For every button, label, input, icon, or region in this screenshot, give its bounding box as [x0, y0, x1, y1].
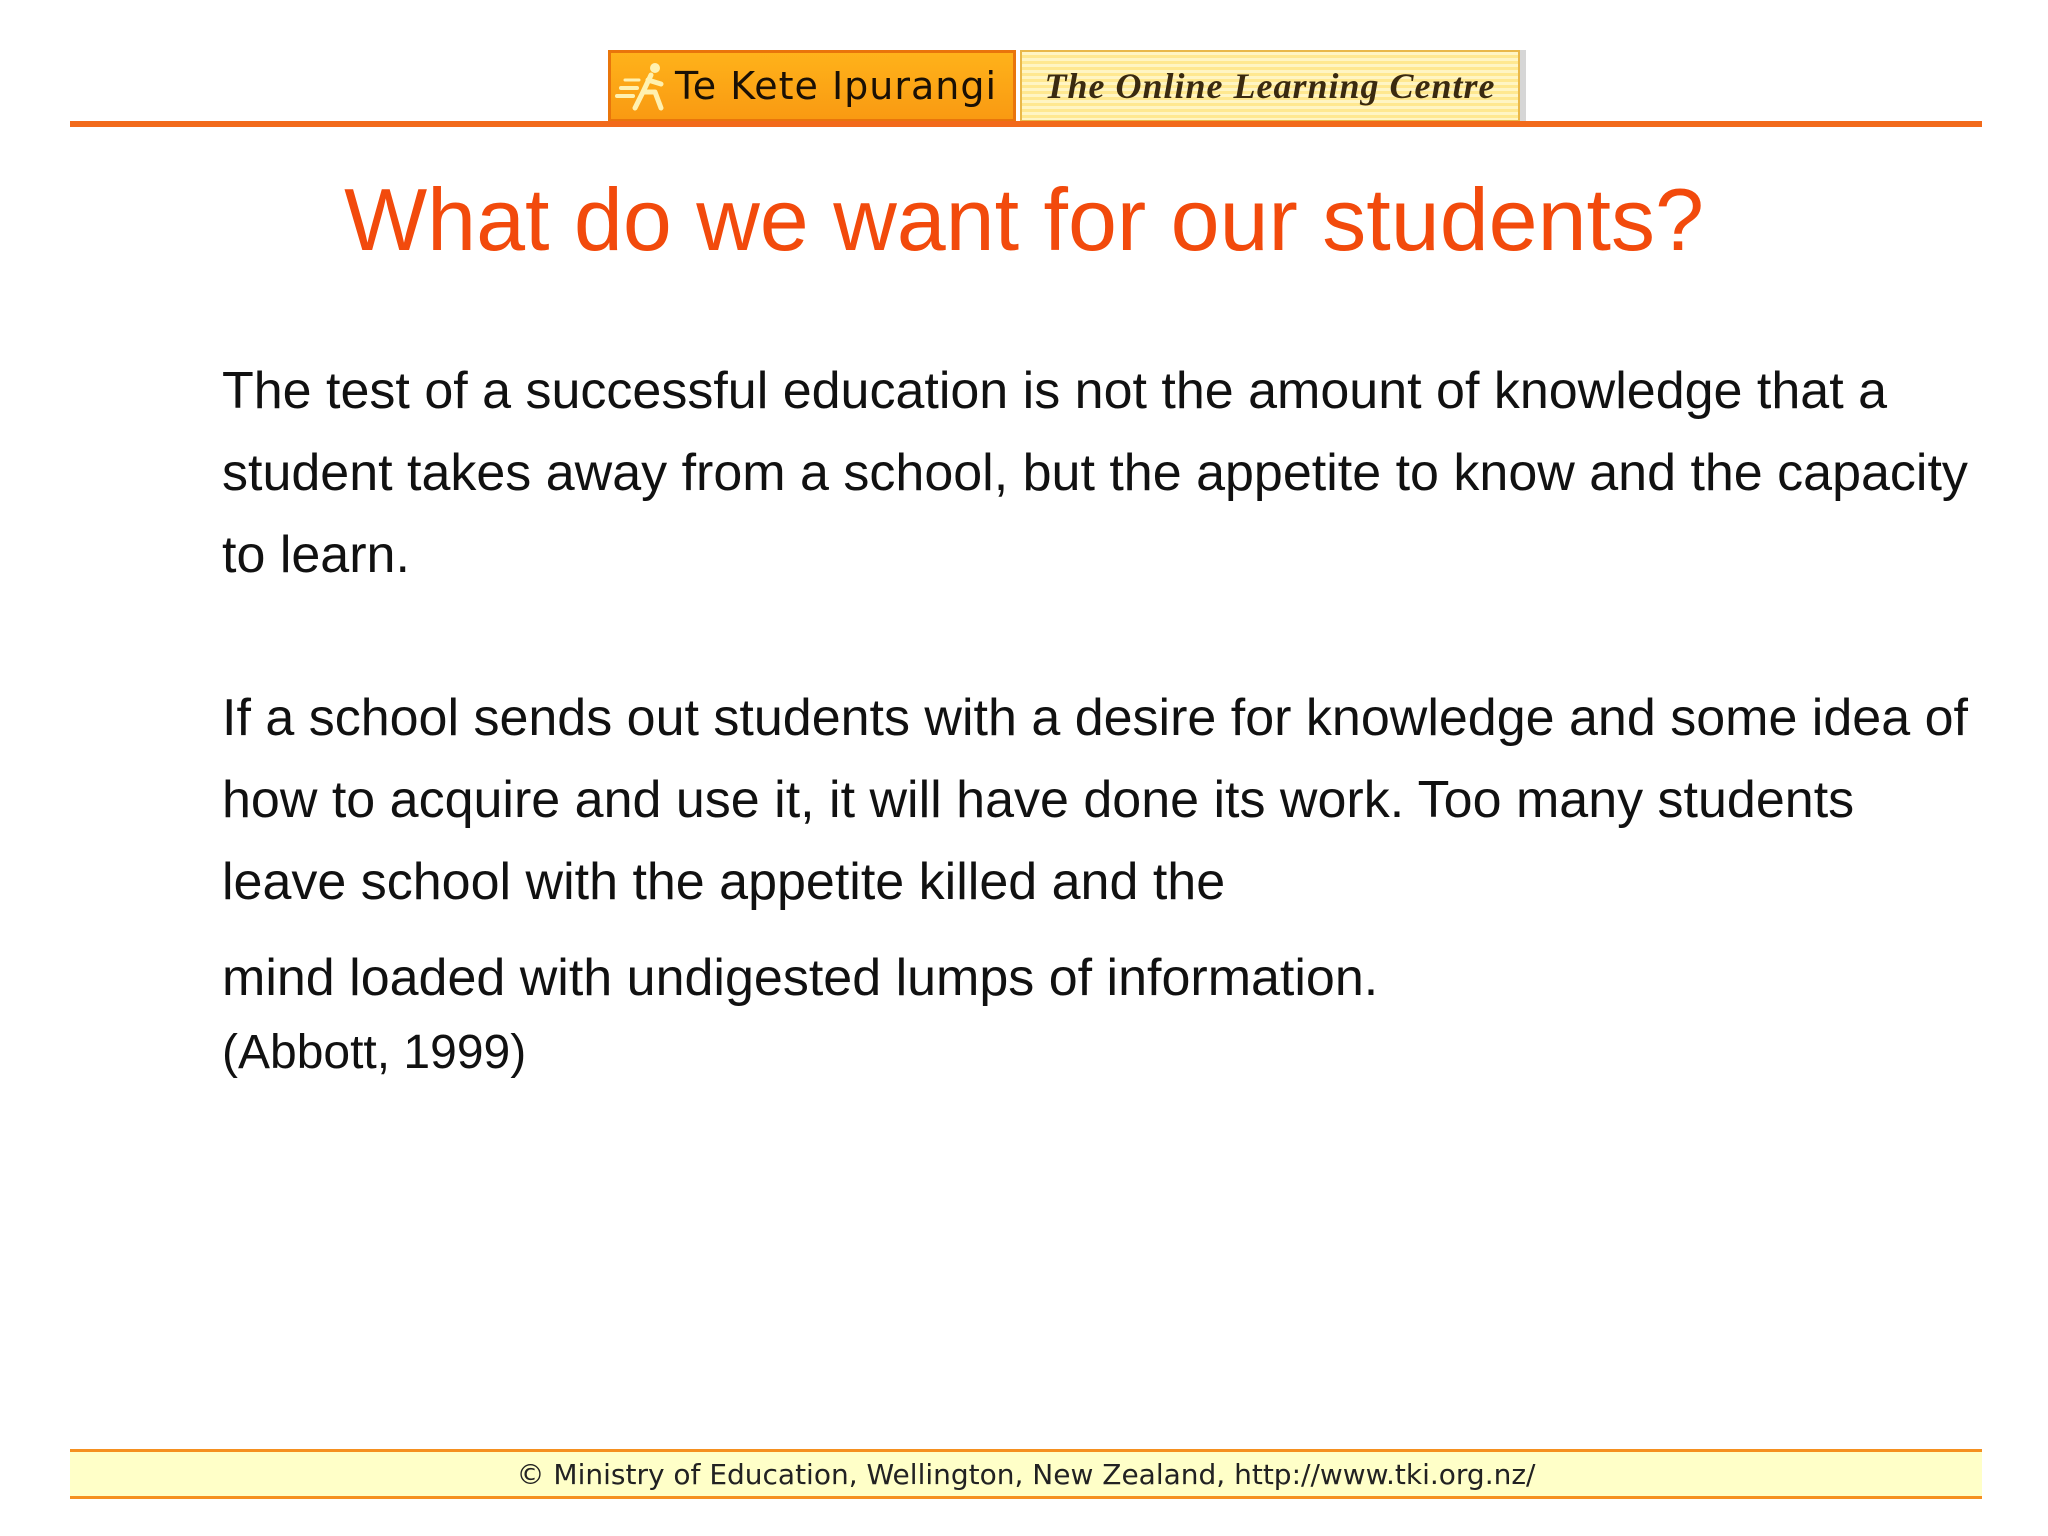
logo-right-panel — [1020, 50, 1520, 122]
quote-paragraph-2 — [222, 677, 1982, 1019]
quote-paragraph-2-main: If a school sends out students with a desire for knowledge and some idea of how to acquire and use it, it will have done its work. Too many students leave school with the appetite killed and the — [222, 689, 1968, 911]
logo-right-text: The Online Learning Centre — [1044, 66, 1496, 106]
tki-logo-banner — [608, 50, 1520, 122]
logo-left-text: Te Kete Ipurangi — [675, 64, 998, 108]
logo-left-panel — [608, 50, 1016, 122]
footer-bar — [70, 1449, 1982, 1499]
quote-paragraph-2-last-line: mind loaded with undigested lumps of information. — [222, 949, 1379, 1007]
slide-title: What do we want for our students? — [344, 170, 1704, 269]
footer-copyright-text: © Ministry of Education, Wellington, New Zealand, http://www.tki.org.nz/ — [516, 1457, 1536, 1491]
quote-paragraph-1: The test of a successful education is not the amount of knowledge that a student takes away from a school, but the appetite to know and the capacity to learn. — [222, 362, 1968, 584]
citation: (Abbott, 1999) — [222, 1026, 527, 1079]
header-divider — [70, 121, 1982, 127]
runner-icon — [611, 53, 675, 119]
